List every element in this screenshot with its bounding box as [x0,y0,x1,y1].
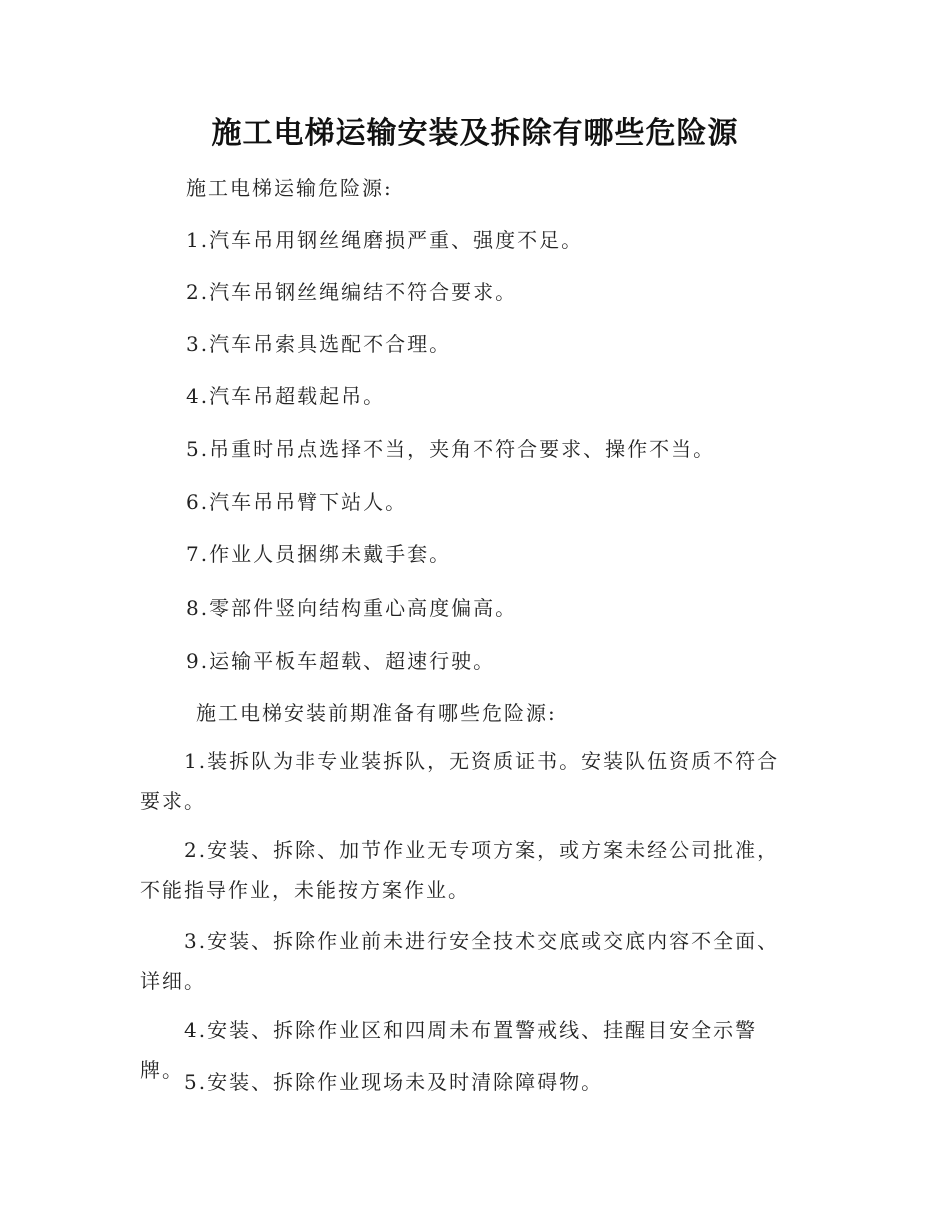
list-item: 1.装拆队为非专业装拆队，无资质证书。安装队伍资质不符合要求。 [140,749,780,813]
list-item: 9.运输平板车超载、超速行驶。 [186,649,496,673]
list-item: 5.吊重时吊点选择不当，夹角不符合要求、操作不当。 [186,437,716,461]
list-item: 7.作业人员捆绑未戴手套。 [186,542,452,566]
section-heading-installation: 施工电梯安装前期准备有哪些危险源: [196,701,557,725]
list-item: 5.安装、拆除作业现场未及时清除障碍物。 [184,1070,604,1094]
list-item: 3.安装、拆除作业前未进行安全技术交底或交底内容不全面、详细。 [140,929,780,993]
list-item: 1.汽车吊用钢丝绳磨损严重、强度不足。 [186,228,584,252]
list-item: 8.零部件竖向结构重心高度偏高。 [186,596,518,620]
section-heading-transport: 施工电梯运输危险源: [186,176,393,200]
list-item: 3.汽车吊索具选配不合理。 [186,332,452,356]
list-item: 6.汽车吊吊臂下站人。 [186,490,408,514]
list-item: 4.汽车吊超载起吊。 [186,384,386,408]
list-item: 2.安装、拆除、加节作业无专项方案，或方案未经公司批准，不能指导作业，未能按方案作业。 [140,838,780,902]
document-title: 施工电梯运输安装及拆除有哪些危险源 [211,116,739,151]
list-item: 2.汽车吊钢丝绳编结不符合要求。 [186,280,518,304]
list-item: 4.安装、拆除作业区和四周未布置警戒线、挂醒目安全示警牌。 [140,1018,758,1082]
